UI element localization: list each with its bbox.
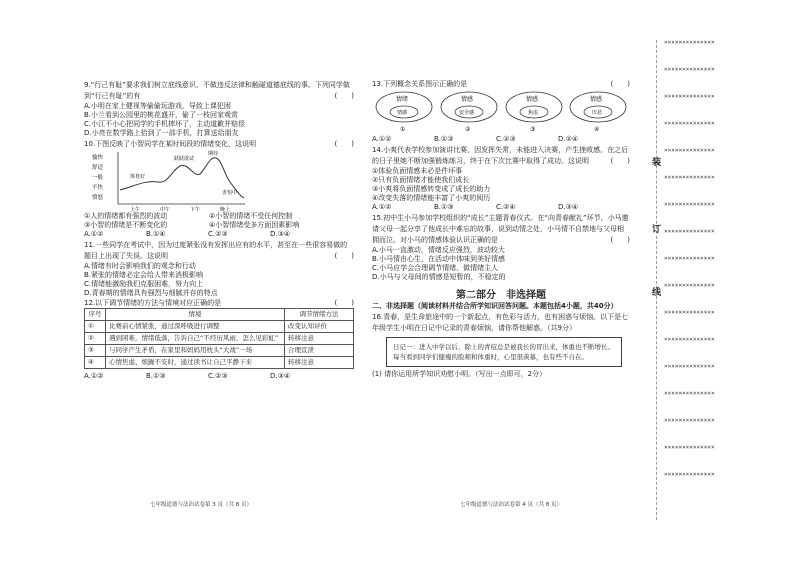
option: ①人的情绪都有强烈的波动 xyxy=(84,212,168,220)
cross-marks: ×××××××××××××× xyxy=(664,66,715,73)
question-10 xyxy=(84,139,354,239)
table-cell: ① xyxy=(85,321,106,333)
cross-marks: ×××××××××××××× xyxy=(664,336,715,343)
chart-label: 一般 xyxy=(92,175,104,181)
cross-marks: ×××××××××××××× xyxy=(664,228,715,235)
question-stem: 12.以下调节情绪的方法与情境对应正确的是 xyxy=(84,299,222,307)
table-cell: 改变认知评价 xyxy=(285,321,354,333)
table-row xyxy=(85,357,354,369)
table-cell: 比赛前心情紧张，通过深呼吸进行调整 xyxy=(106,321,285,333)
table-header-row xyxy=(85,309,354,321)
option: A.小马一直激动，情绪反应强烈，波动较大 xyxy=(372,246,505,254)
question-stem: 10.下图反映了小智同学在某时间段的情绪变化，这说明 xyxy=(84,140,257,148)
option: A.小明在家上健视等偷偷玩游戏，导致上课犯困 xyxy=(84,102,231,110)
cross-marks: ×××××××××××××× xyxy=(664,417,715,424)
part2-instructions: 二、非选择题（阅读材料并结合所学知识回答问题。本题包括4小题，共40分） xyxy=(372,302,618,310)
diary-box: 日记一：进入中学以后，除上的青痘总是被我长的冒出来，体重也不断增长。每当看到同学们健瘦的脸颊和体重时，心里很羡慕，也有些不自在。 xyxy=(386,337,622,367)
choice: A.①② xyxy=(372,135,392,143)
option: ④小智情绪受多方面因素影响 xyxy=(209,221,300,229)
table-header: 情境 xyxy=(106,309,285,321)
option: C.小马应学会合理调节情绪，做情绪主人 xyxy=(372,264,499,272)
question-14 xyxy=(372,145,630,212)
option: B.紧张的情绪必定会给人带来消极影响 xyxy=(84,271,204,279)
chart-label: 舒适 xyxy=(92,165,104,171)
diagram-number: ④ xyxy=(594,126,600,133)
option: D.小马与父母间的情感是短暂的，不稳定的 xyxy=(372,273,506,281)
option: C.情绪能激励我们克服困难，努力向上 xyxy=(84,280,204,288)
question-15 xyxy=(372,213,630,282)
cross-marks: ×××××××××××××× xyxy=(664,309,715,316)
table-header: 序号 xyxy=(85,309,106,321)
concept-diagrams xyxy=(372,89,630,135)
page-footer: 七年级道德与法治试卷第 4 页（共 8 页） xyxy=(460,502,562,508)
table-row xyxy=(85,321,354,333)
option: C.小江不小心把同学的手机摔坏了，主动道歉并赔偿 xyxy=(84,120,246,128)
question-12 xyxy=(84,299,354,381)
diagram-outer-label: 情绪 xyxy=(396,96,409,103)
cross-marks: ×××××××××××××× xyxy=(664,390,715,397)
answer-paren: ( ) xyxy=(334,140,354,148)
sub-question: (1) 请你运用所学知识劝慰小明。（写出一点即可，2分） xyxy=(372,370,547,378)
diagram-inner-label: 安全感 xyxy=(459,110,475,116)
diagram-1 xyxy=(376,92,432,133)
answer-paren: ( ) xyxy=(334,299,354,307)
choice: C.②③ xyxy=(208,372,228,380)
chart-label: 愤怒 xyxy=(92,195,104,201)
option: ②只有负面情绪才能使我们成长 xyxy=(372,176,470,184)
option: B.小兰看到公园里的桃花盛开，偷了一枝回家观赏 xyxy=(84,111,239,119)
choice: A.①② xyxy=(84,372,104,380)
cross-marks: ×××××××××××××× xyxy=(664,444,715,451)
binding-char: 订 xyxy=(652,225,662,235)
option: ④改变失落的情绪能丰富了小爽的阅历 xyxy=(372,194,491,202)
choice: C.②③ xyxy=(208,230,228,238)
cross-marks: ×××××××××××××× xyxy=(664,174,715,181)
right-column xyxy=(372,80,630,380)
binding-line xyxy=(656,40,658,520)
choice: B.①③ xyxy=(434,203,454,211)
answer-paren: ( ) xyxy=(334,92,354,100)
choice: B.①③ xyxy=(434,135,454,143)
cross-marks: ×××××××××××××× xyxy=(664,147,715,154)
cross-marks: ×××××××××××××× xyxy=(664,471,715,478)
diagram-inner-label: 焦虑 xyxy=(528,110,539,116)
question-9 xyxy=(84,80,354,138)
diagram-outer-label: 情感 xyxy=(461,96,474,103)
answer-paren: ( ) xyxy=(610,80,630,88)
table-cell: ④ xyxy=(85,357,106,369)
part2-title: 第二部分 非选择题 xyxy=(456,290,546,301)
answer-paren: ( ) xyxy=(334,252,354,260)
cross-marks: ×××××××××××××× xyxy=(664,39,715,46)
choice: D.②④ xyxy=(558,135,579,143)
chart-label: 愉快 xyxy=(92,155,104,161)
table-cell: 遇到困难，情绪低落，告诉自己“不经历风雨，怎么见彩虹” xyxy=(106,333,285,345)
question-stem: 15.初中生小马参加学校组织的“成长”主题青春仪式。在“向青春献礼”环节，小马邀请父母一起分享了他成长中难忘的故事，说到动情之处，小马情不自禁地与父母相拥而泣。对小马的情感体验认识正确的是 xyxy=(372,214,629,244)
table-row xyxy=(85,345,354,357)
question-stem: 16.青春，是生命旅途中的一个新起点，有色彩与活力，也有困惑与烦恼。以下是七年级学生小明在日记中记录的青春烦恼，请你帮他解惑。（共9分） xyxy=(372,313,629,332)
diagram-number: ① xyxy=(400,126,406,133)
cross-marks: ×××××××××××××× xyxy=(664,93,715,100)
emotion-chart xyxy=(90,150,250,212)
option: ②小智的情绪不受任何控制 xyxy=(209,212,293,220)
left-column xyxy=(84,80,354,382)
option: ①体验负面情感未必是件坏事 xyxy=(372,167,463,175)
diagram-number: ② xyxy=(465,126,471,133)
answer-paren: ( ) xyxy=(610,157,630,165)
chart-label: 体育好 xyxy=(130,174,146,180)
choice: B.①③ xyxy=(146,372,166,380)
table-cell: 合理宣泄 xyxy=(285,345,354,357)
diagram-4 xyxy=(570,92,626,133)
option: D.青春期的情绪具有强烈与细腻并存的特点 xyxy=(84,289,218,297)
choice: D.③④ xyxy=(558,203,579,211)
diagram-3 xyxy=(506,92,562,133)
diagram-2 xyxy=(441,92,497,133)
question-stem: 14.小爽代表学校参加演讲比赛，因发挥失常，未能进入决赛，产生挫败感。在之后的日子里她不断加强锻炼练习，终于在下次比赛中取得了成功。这说明 xyxy=(372,146,629,165)
binding-char: 线 xyxy=(652,288,662,298)
diagram-outer-label: 情感 xyxy=(590,96,603,103)
table-cell: 转移注意 xyxy=(285,357,354,369)
choice: D.③④ xyxy=(270,372,291,380)
choice: C.②③ xyxy=(496,135,516,143)
question-stem: 11.一些同学在考试中，因为过度紧张没有发挥出应有的水平，甚至在一些很容易做的题目上出现了失误。这说明 xyxy=(84,241,348,260)
page-footer: 七年级道德与法治试卷第 3 页（共 8 页） xyxy=(150,502,252,508)
choice: B.①④ xyxy=(146,230,166,238)
cross-marks: ×××××××××××××× xyxy=(664,255,715,262)
cross-marks: ×××××××××××××× xyxy=(664,282,715,289)
chart-label: 下午 xyxy=(190,207,201,212)
emotion-table xyxy=(84,308,354,369)
chart-label: 上午 xyxy=(130,207,141,212)
diagram-number: ③ xyxy=(530,126,536,133)
table-cell: ② xyxy=(85,333,106,345)
question-16 xyxy=(372,312,630,379)
table-cell: 转移注意 xyxy=(285,333,354,345)
choice: C.②④ xyxy=(496,203,516,211)
diagram-inner-label: 厌恶 xyxy=(592,110,603,116)
option: B.小马情由心生，在活动中体味到美好情感 xyxy=(372,255,506,263)
table-cell: ③ xyxy=(85,345,106,357)
cross-marks: ×××××××××××××× xyxy=(664,120,715,127)
diagram-outer-label: 情感 xyxy=(526,96,539,103)
chart-label: 跃跃欲试 xyxy=(174,156,195,162)
table-row xyxy=(85,333,354,345)
cross-marks: ×××××××××××××× xyxy=(664,201,715,208)
choice: D.③④ xyxy=(270,230,291,238)
question-stem: 13.下列概念关系图示正确的是 xyxy=(372,80,468,88)
chart-label: 不快 xyxy=(92,185,104,191)
option: D.小亮在数学路上拾到了一部手机，打算送给朋友 xyxy=(84,129,239,137)
cross-marks: ×××××××××××××× xyxy=(664,363,715,370)
question-stem: 9.“行己有耻”要求我们树立底线意识、不做违反法律和触碰道德底线的事。下列同学做到“行己有耻”的有 xyxy=(84,81,350,100)
chart-label: 期待 xyxy=(208,151,219,157)
option: ③小智的情绪是不断变化的 xyxy=(84,221,168,229)
chart-label: 害怕中 xyxy=(222,190,238,196)
table-header: 调节情绪方法 xyxy=(285,309,354,321)
answer-paren: ( ) xyxy=(610,236,630,244)
binding-char: 装 xyxy=(652,158,662,168)
option: A.情绪有时会影响我们的观念和行动 xyxy=(84,262,196,270)
choice: A.①② xyxy=(84,230,104,238)
option: ③小爽将负面情感转变成了成长的助力 xyxy=(372,185,491,193)
choice: A.①② xyxy=(372,203,392,211)
question-13 xyxy=(372,80,630,144)
chart-label: 中午 xyxy=(160,207,171,212)
binding-margin xyxy=(664,40,774,499)
chart-label: 晚上 xyxy=(220,207,231,212)
table-cell: 与同学产生矛盾，在家里和妈妈用枕头“大战”一场 xyxy=(106,345,285,357)
diagram-inner-label: 情感 xyxy=(397,110,408,116)
table-cell: 心情焦虑、烦躁不安时，通过读书让自己平静下来 xyxy=(106,357,285,369)
question-11 xyxy=(84,240,354,298)
